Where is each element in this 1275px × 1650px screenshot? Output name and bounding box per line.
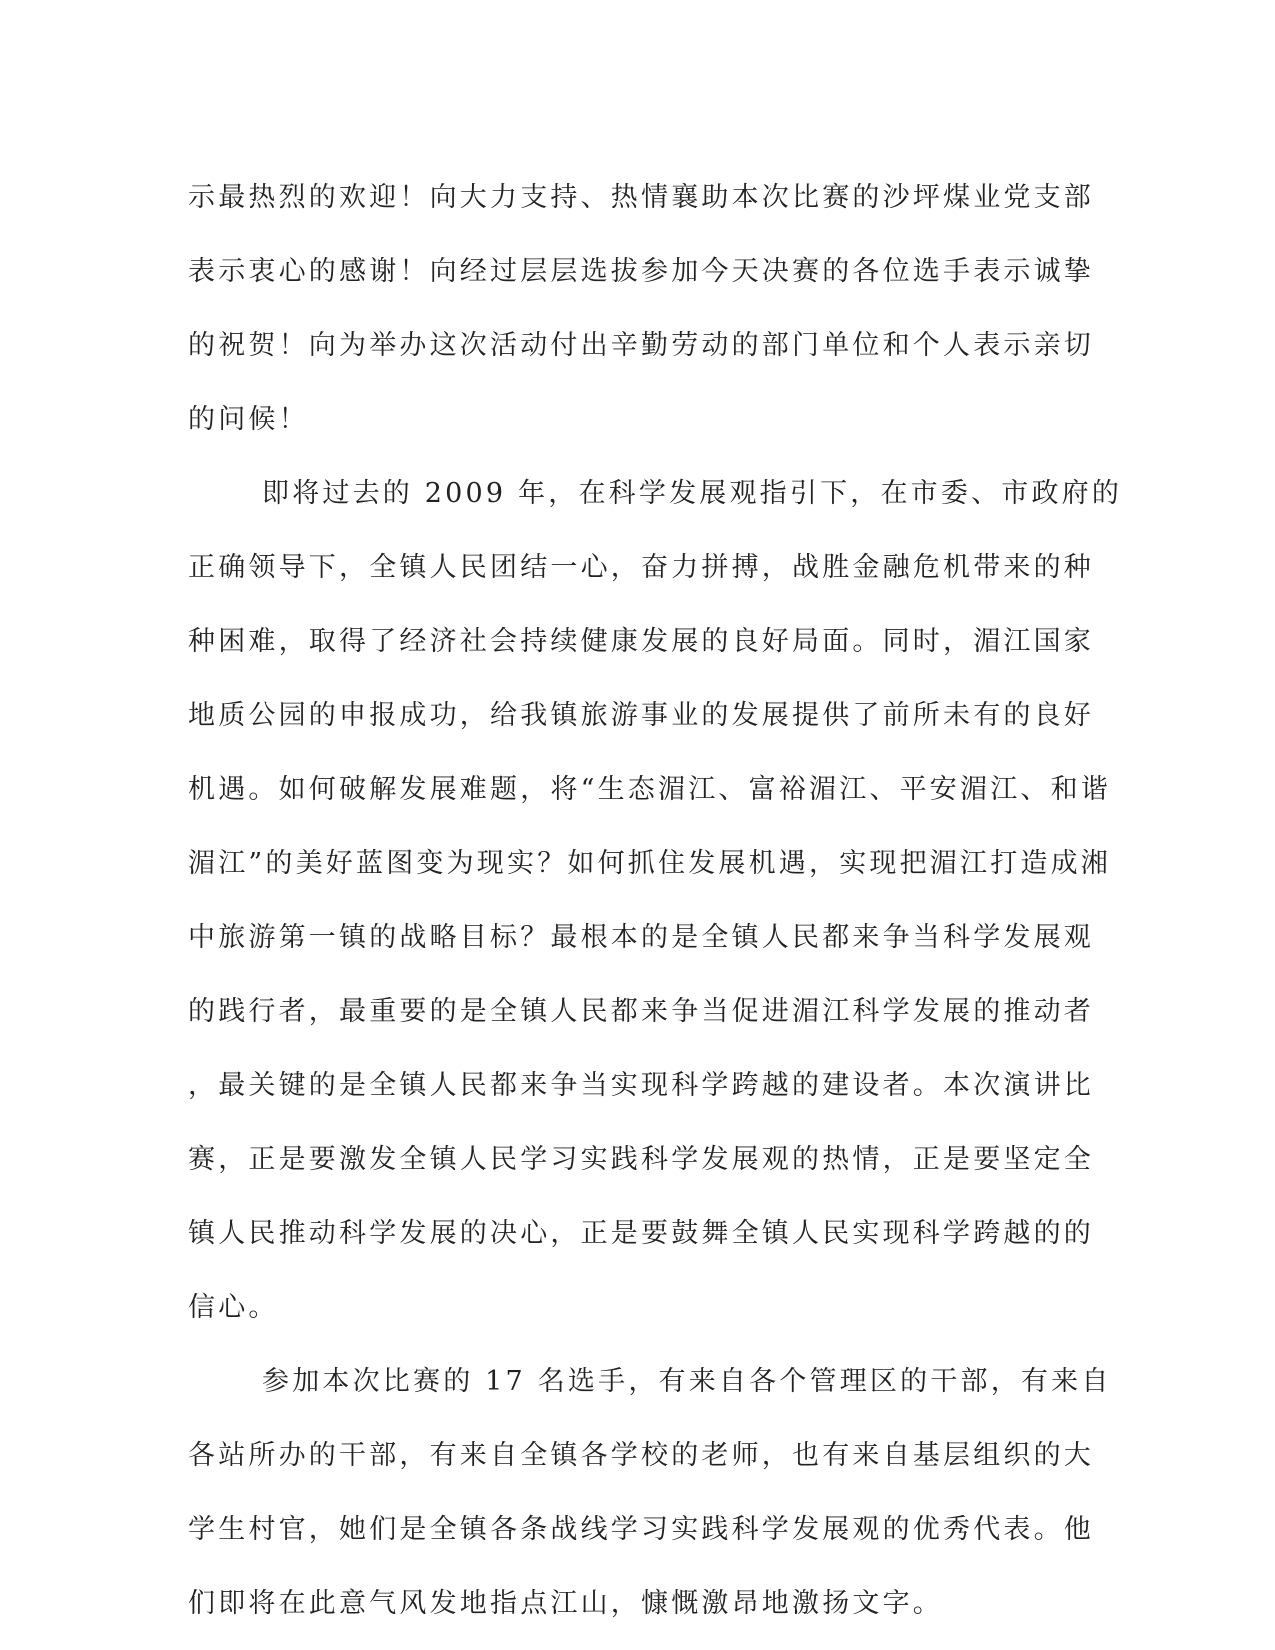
text-line: 种困难，取得了经济社会持续健康发展的良好局面。同时，湄江国家 xyxy=(188,626,1094,657)
text-line: 正确领导下，全镇人民团结一心，奋力拼搏，战胜金融危机带来的种 xyxy=(188,552,1094,583)
text-line: 示最热烈的欢迎！向大力支持、热情襄助本次比赛的沙坪煤业党支部 xyxy=(188,182,1094,213)
text-line: 各站所办的干部，有来自全镇各学校的老师，也有来自基层组织的大 xyxy=(188,1440,1094,1471)
text-line: 们即将在此意气风发地指点江山，慷慨激昂地激扬文字。 xyxy=(188,1588,943,1619)
paragraph-first-line: 即将过去的 2009 年，在科学发展观指引下，在市委、市政府的 xyxy=(262,478,1123,509)
paragraph-first-line: 参加本次比赛的 17 名选手，有来自各个管理区的干部，有来自 xyxy=(262,1366,1112,1397)
body-text xyxy=(188,161,1123,1641)
text-line: 的问候！ xyxy=(188,404,309,435)
text-line: 的祝贺！向为举办这次活动付出辛勤劳动的部门单位和个人表示亲切 xyxy=(188,330,1094,361)
text-line: 中旅游第一镇的战略目标？最根本的是全镇人民都来争当科学发展观 xyxy=(188,922,1094,953)
text-line: 学生村官，她们是全镇各条战线学习实践科学发展观的优秀代表。他 xyxy=(188,1514,1094,1545)
text-line: 赛，正是要激发全镇人民学习实践科学发展观的热情，正是要坚定全 xyxy=(188,1144,1094,1175)
text-line: 表示衷心的感谢！向经过层层选拔参加今天决赛的各位选手表示诚挚 xyxy=(188,256,1094,287)
text-line: 地质公园的申报成功，给我镇旅游事业的发展提供了前所未有的良好 xyxy=(188,700,1094,731)
text-line: 湄江”的美好蓝图变为现实？如何抓住发展机遇，实现把湄江打造成湘 xyxy=(188,848,1112,879)
text-line: ，最关键的是全镇人民都来争当实现科学跨越的建设者。本次演讲比 xyxy=(188,1070,1094,1101)
text-line: 信心。 xyxy=(188,1292,279,1323)
text-line: 的践行者，最重要的是全镇人民都来争当促进湄江科学发展的推动者 xyxy=(188,996,1094,1027)
text-line: 镇人民推动科学发展的决心，正是要鼓舞全镇人民实现科学跨越的的 xyxy=(188,1218,1094,1249)
text-line: 机遇。如何破解发展难题，将“生态湄江、富裕湄江、平安湄江、和谐 xyxy=(188,774,1112,805)
